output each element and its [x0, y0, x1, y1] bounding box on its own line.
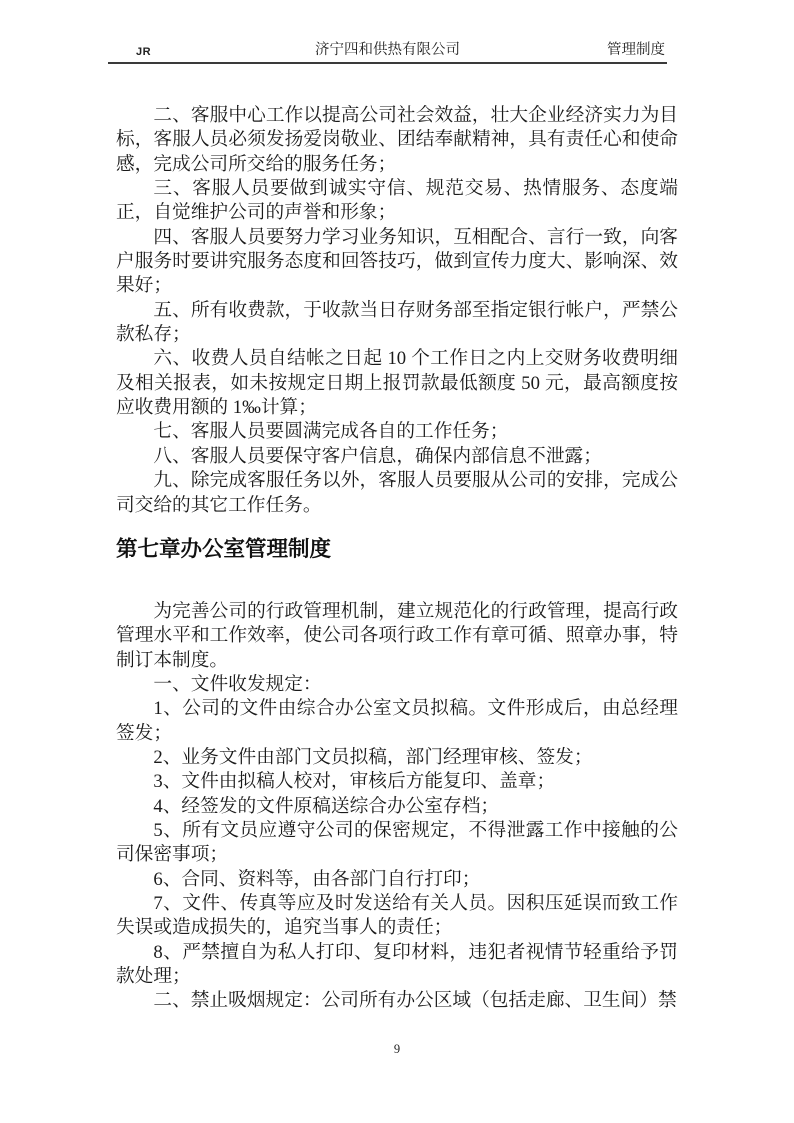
paragraph: 7、文件、传真等应及时发送给有关人员。因积压延误而致工作失误或造成损失的，追究当事人的责任； [116, 892, 678, 939]
paragraph: 四、客服人员要努力学习业务知识，互相配合、言行一致，向客户服务时要讲究服务态度和回答技巧，做到宣传力度大、影响深、效果好； [116, 226, 678, 297]
document-body [116, 104, 678, 1014]
paragraph: 5、所有文员应遵守公司的保密规定，不得泄露工作中接触的公司保密事项； [116, 819, 678, 866]
paragraph: 8、严禁擅自为私人打印、复印材料，违犯者视情节轻重给予罚款处理； [116, 941, 678, 987]
chapter-heading: 第七章办公室管理制度 [116, 536, 332, 561]
paragraph: 二、禁止吸烟规定：公司所有办公区域（包括走廊、卫生间）禁 [153, 990, 677, 1012]
paragraph: 九、除完成客服任务以外，客服人员要服从公司的安排，完成公司交给的其它工作任务。 [116, 470, 678, 516]
header-left-mark: JR [136, 46, 152, 58]
paragraph: 三、客服人员要做到诚实守信、规范交易、热情服务、态度端正，自觉维护公司的声誉和形象； [116, 178, 678, 224]
header-document-type: 管理制度 [607, 42, 665, 58]
page-header [108, 34, 667, 64]
paragraph: 6、合同、资料等，由各部门自行打印； [153, 868, 481, 890]
paragraph: 五、所有收费款，于收款当日存财务部至指定银行帐户，严禁公款私存； [116, 299, 678, 346]
paragraph: 七、客服人员要圆满完成各自的工作任务； [153, 421, 509, 443]
paragraph: 4、经签发的文件原稿送综合办公室存档； [153, 795, 500, 817]
page-number: 9 [393, 1042, 401, 1056]
paragraph: 1、公司的文件由综合办公室文员拟稿。文件形成后，由总经理签发； [116, 698, 678, 744]
paragraph: 二、客服中心工作以提高公司社会效益，壮大企业经济实力为目标，客服人员必须发扬爱岗敬业、团结奉献精神，具有责任心和使命感，完成公司所交给的服务任务； [116, 105, 678, 175]
header-company-title: 济宁四和供热有限公司 [315, 42, 460, 58]
paragraph: 一、文件收发规定： [153, 673, 322, 695]
paragraph: 八、客服人员要保守客户信息，确保内部信息不泄露； [153, 445, 602, 467]
page-footer [0, 1042, 794, 1057]
paragraph: 六、收费人员自结帐之日起 10 个工作日之内上交财务收费明细及相关报表，如未按规定日期上报罚款最低额度 50 元，最高额度按应收费用额的 1‰计算； [116, 348, 678, 419]
paragraph: 3、文件由拟稿人校对，审核后方能复印、盖章； [153, 771, 556, 793]
paragraph: 为完善公司的行政管理机制，建立规范化的行政管理，提高行政管理水平和工作效率，使公司各项行政工作有章可循、照章办事，特制订本制度。 [116, 600, 678, 671]
paragraph: 2、业务文件由部门文员拟稿，部门经理审核、签发； [153, 746, 593, 768]
